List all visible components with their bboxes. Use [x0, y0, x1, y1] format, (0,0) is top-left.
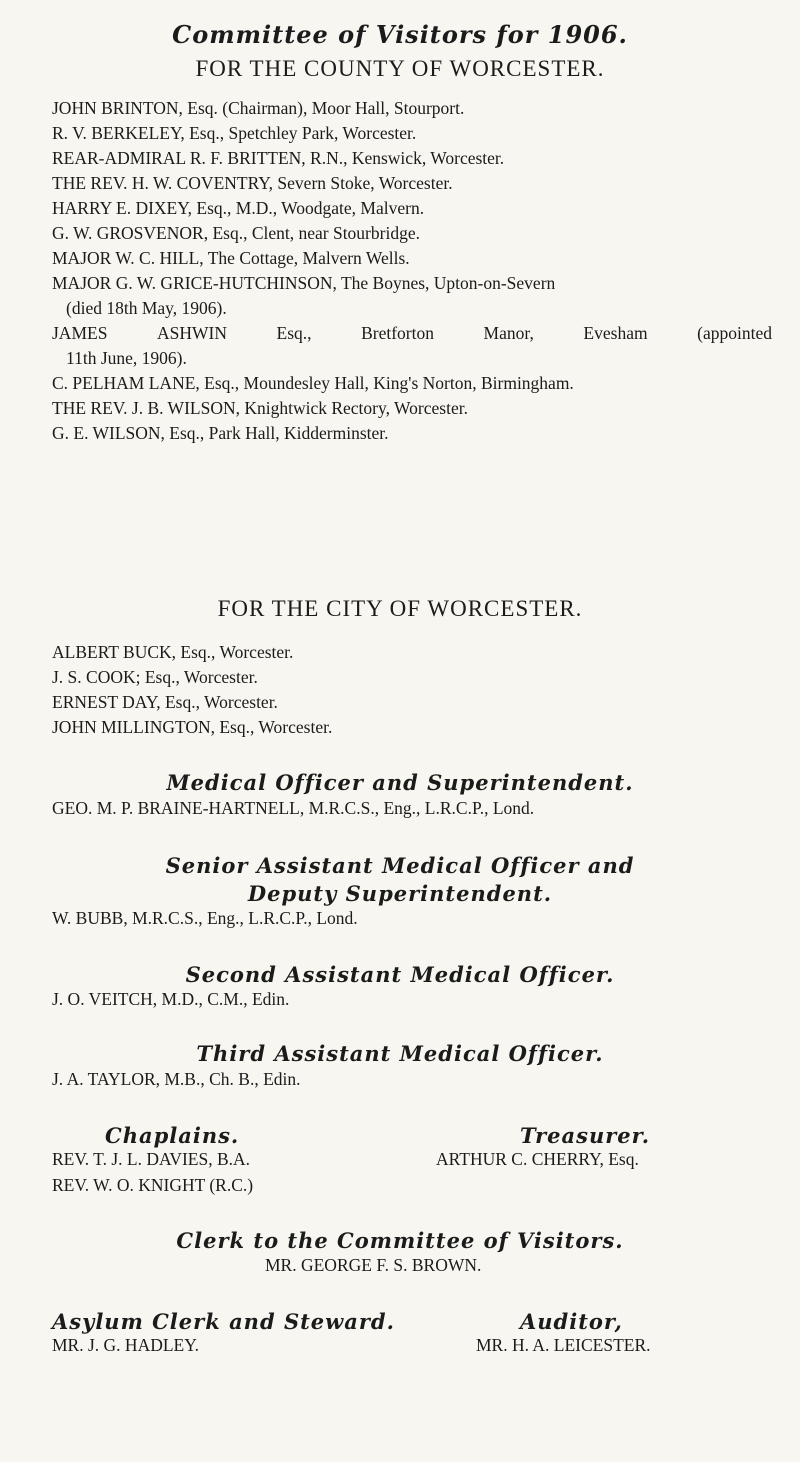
second-assistant-name: J. O. VEITCH, M.D., C.M., Edin. — [52, 989, 290, 1009]
member-line: MAJOR G. W. GRICE-HUTCHINSON, The Boynes, Upton-on-Severn — [52, 273, 556, 293]
auditor-heading: Auditor, — [520, 1309, 623, 1334]
word: Bretforton — [361, 323, 434, 343]
list-item: JOHN MILLINGTON, Esq., Worcester. — [52, 717, 333, 737]
list-item: C. PELHAM LANE, Esq., Moundesley Hall, King's Norton, Birmingham. — [52, 373, 574, 393]
medical-officer-heading: Medical Officer and Superintendent. — [166, 770, 634, 795]
list-item — [52, 321, 772, 371]
asylum-clerk-heading: Asylum Clerk and Steward. — [52, 1309, 395, 1334]
list-item: ERNEST DAY, Esq., Worcester. — [52, 692, 278, 712]
word: Manor, — [483, 323, 534, 343]
clerk-heading: Clerk to the Committee of Visitors. — [176, 1228, 624, 1253]
list-item: G. W. GROSVENOR, Esq., Clent, near Stourbridge. — [52, 223, 420, 243]
word: Evesham — [583, 323, 648, 343]
county-heading: FOR THE COUNTY OF WORCESTER. — [195, 56, 605, 81]
senior-assistant-heading-2: Deputy Superintendent. — [247, 881, 553, 906]
word: (appointed — [697, 323, 772, 343]
chaplains-heading: Chaplains. — [105, 1123, 240, 1148]
word: Esq., — [276, 323, 312, 343]
list-item: REAR-ADMIRAL R. F. BRITTEN, R.N., Kenswick, Worcester. — [52, 148, 505, 168]
city-heading: FOR THE CITY OF WORCESTER. — [217, 596, 583, 621]
asylum-clerk-name: MR. J. G. HADLEY. — [52, 1335, 199, 1355]
third-assistant-heading: Third Assistant Medical Officer. — [196, 1041, 604, 1066]
treasurer-name: ARTHUR C. CHERRY, Esq. — [436, 1149, 639, 1169]
list-item: R. V. BERKELEY, Esq., Spetchley Park, Worcester. — [52, 123, 417, 143]
list-item: J. S. COOK; Esq., Worcester. — [52, 667, 258, 687]
word: JAMES — [52, 323, 108, 343]
member-line-continued: (died 18th May, 1906). — [66, 298, 227, 318]
senior-assistant-heading-1: Senior Assistant Medical Officer and — [165, 853, 635, 878]
medical-officer-name: GEO. M. P. BRAINE-HARTNELL, M.R.C.S., Eng., L.R.C.P., Lond. — [52, 798, 535, 818]
county-members-list — [52, 96, 772, 446]
list-item: G. E. WILSON, Esq., Park Hall, Kidderminster. — [52, 423, 389, 443]
chaplain-name: REV. T. J. L. DAVIES, B.A. — [52, 1149, 251, 1169]
list-item: THE REV. J. B. WILSON, Knightwick Rectory, Worcester. — [52, 398, 468, 418]
clerk-name: MR. GEORGE F. S. BROWN. — [265, 1255, 482, 1275]
list-item: JOHN BRINTON, Esq. (Chairman), Moor Hall, Stourport. — [52, 98, 465, 118]
city-members-list — [52, 640, 772, 740]
chaplain-name: REV. W. O. KNIGHT (R.C.) — [52, 1175, 254, 1195]
senior-assistant-name: W. BUBB, M.R.C.S., Eng., L.R.C.P., Lond. — [52, 908, 358, 928]
list-item: MAJOR W. C. HILL, The Cottage, Malvern Wells. — [52, 248, 410, 268]
list-item — [52, 271, 772, 321]
list-item: ALBERT BUCK, Esq., Worcester. — [52, 642, 294, 662]
list-item: THE REV. H. W. COVENTRY, Severn Stoke, Worcester. — [52, 173, 453, 193]
auditor-name: MR. H. A. LEICESTER. — [476, 1335, 651, 1355]
list-item: HARRY E. DIXEY, Esq., M.D., Woodgate, Malvern. — [52, 198, 425, 218]
third-assistant-name: J. A. TAYLOR, M.B., Ch. B., Edin. — [52, 1069, 301, 1089]
member-line-continued: 11th June, 1906). — [66, 348, 187, 368]
second-assistant-heading: Second Assistant Medical Officer. — [185, 962, 615, 987]
treasurer-heading: Treasurer. — [520, 1123, 651, 1148]
page-title: Committee of Visitors for 1906. — [172, 20, 628, 49]
member-line — [52, 321, 772, 346]
word: ASHWIN — [156, 323, 227, 343]
